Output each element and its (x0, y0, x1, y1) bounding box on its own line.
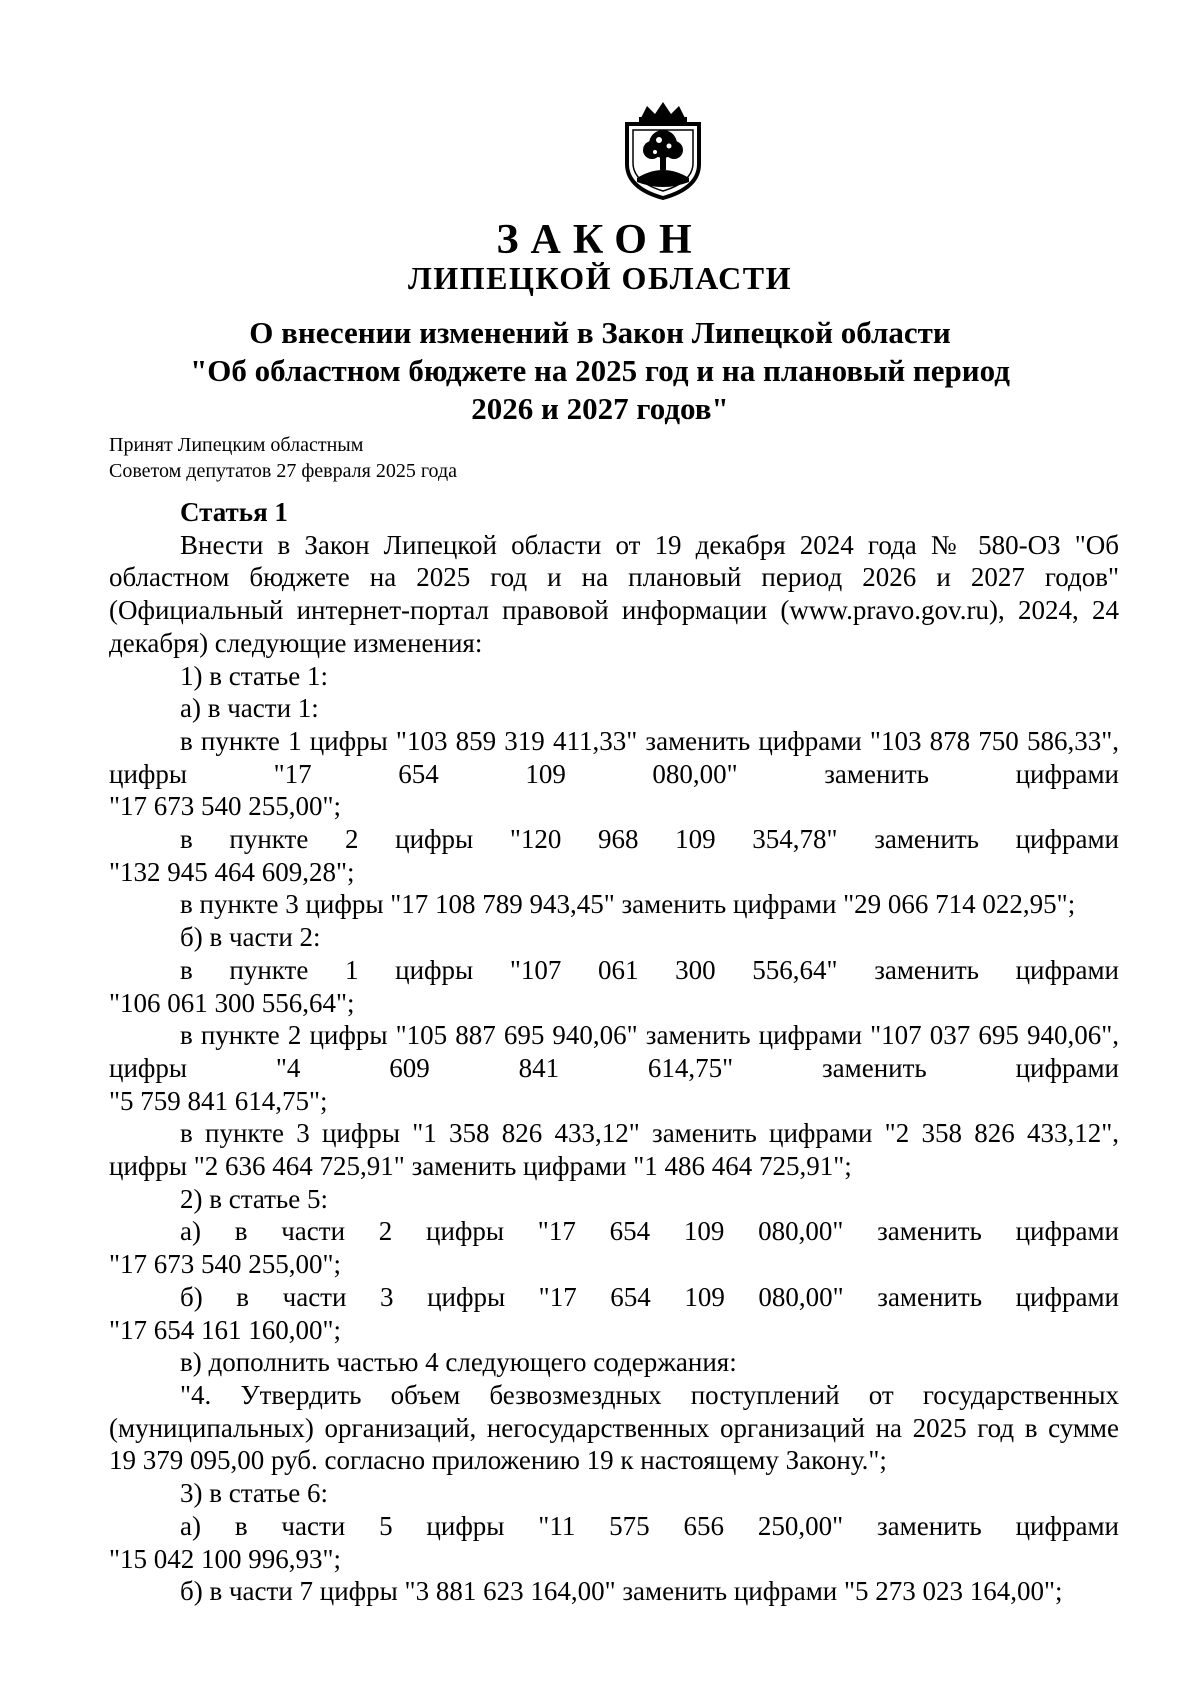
law-subject-title (150, 314, 1050, 428)
subject-line: 2026 и 2027 годов" (471, 391, 729, 426)
article-paragraph: 2) в статье 5: (180, 1183, 328, 1214)
article-paragraph: в пункте 1 цифры "107 061 300 556,64" заменить цифрами (180, 954, 1119, 985)
article-paragraph: "4. Утвердить объем безвозмездных поступлений от государственных (муниципальных) организаций, негосударственных организаций на 2025 год в сумме 19 379 095,00 руб. согласно приложению 19 к настоящему Закону."; (109, 1379, 1119, 1476)
article-paragraph: 3) в статье 6: (180, 1478, 328, 1509)
article-paragraph: "17 654 161 160,00"; (109, 1314, 342, 1345)
article-paragraph: "15 042 100 996,93"; (109, 1543, 342, 1574)
region-title: ЛИПЕЦКОЙ ОБЛАСТИ (408, 260, 792, 296)
article-paragraph: "5 759 841 614,75"; (109, 1085, 328, 1116)
document-type-title: ЗАКОН (496, 217, 704, 263)
article-paragraph: б) в части 2: (180, 922, 321, 953)
article-paragraph: в пункте 1 цифры "103 859 319 411,33" заменить цифрами "103 878 750 586,33", цифры "17 654 109 080,00" заменить цифрами (109, 725, 1119, 789)
article-paragraph: б) в части 3 цифры "17 654 109 080,00" заменить цифрами (180, 1281, 1119, 1312)
article-paragraph: "17 673 540 255,00"; (109, 1249, 342, 1280)
article-paragraph: в пункте 2 цифры "105 887 695 940,06" заменить цифрами "107 037 695 940,06", цифры "4 609 841 614,75" заменить цифрами (109, 1020, 1119, 1083)
subject-line: О внесении изменений в Закон Липецкой области (249, 315, 951, 350)
article-title: Статья 1 (180, 497, 288, 527)
article-paragraph: а) в части 2 цифры "17 654 109 080,00" заменить цифрами (180, 1216, 1119, 1247)
article-paragraph: а) в части 5 цифры "11 575 656 250,00" заменить цифрами (180, 1510, 1119, 1541)
subject-line: "Об областном бюджете на 2025 год и на плановый период (190, 353, 1010, 388)
coat-of-arms-icon (619, 100, 707, 200)
article-paragraph: "106 061 300 556,64"; (109, 987, 355, 1018)
article-paragraph: а) в части 1: (180, 693, 319, 724)
adoption-line: Принят Липецким областным (109, 434, 364, 456)
article-body (109, 496, 1119, 1608)
article-paragraph: "132 945 464 609,28"; (109, 856, 355, 887)
article-paragraph: в пункте 3 цифры "17 108 789 943,45" заменить цифрами "29 066 714 022,95"; (180, 889, 1076, 920)
article-paragraph: в) дополнить частью 4 следующего содержания: (180, 1347, 737, 1378)
article-paragraph: б) в части 7 цифры "3 881 623 164,00" заменить цифрами "5 273 023 164,00"; (180, 1576, 1063, 1607)
article-paragraph: в пункте 3 цифры "1 358 826 433,12" заменить цифрами "2 358 826 433,12", цифры "2 636 464 725,91" заменить цифрами "1 486 464 725,91"; (109, 1118, 1119, 1182)
adoption-note (109, 432, 457, 484)
adoption-line: Советом депутатов 27 февраля 2025 года (109, 460, 458, 482)
article-paragraph: 1) в статье 1: (180, 660, 328, 691)
article-paragraph: Внести в Закон Липецкой области от 19 декабря 2024 года № 580-ОЗ "Об областном бюджете на 2025 год и на плановый период 2026 и 2027 годов" (Официальный интернет-портал правовой информации (www.pravo.gov.ru), 2024, 24 декабря) следующие изменения: (109, 529, 1119, 658)
article-paragraph: "17 673 540 255,00"; (109, 791, 342, 822)
article-paragraph: в пункте 2 цифры "120 968 109 354,78" заменить цифрами (180, 824, 1119, 855)
